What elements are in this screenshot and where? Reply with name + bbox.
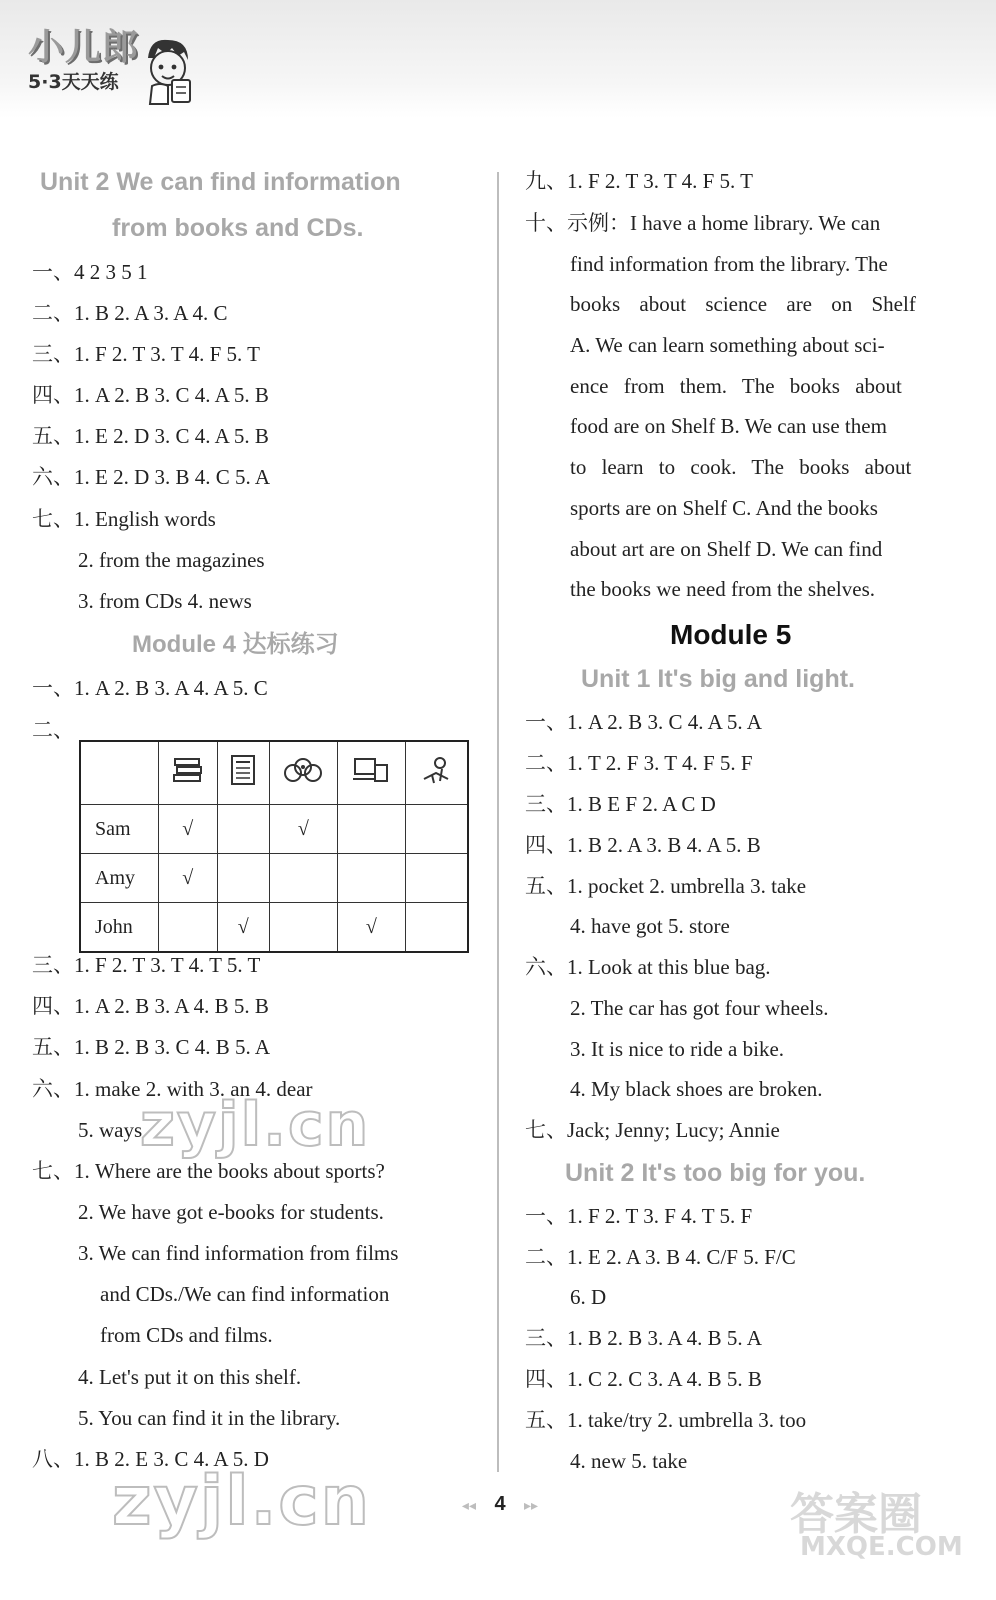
check-cell bbox=[269, 854, 337, 903]
module-title: Module 5 bbox=[670, 619, 792, 650]
watermark: zyjl.cn bbox=[112, 1462, 372, 1541]
column-divider bbox=[497, 172, 499, 1472]
essay-line: books about science are on Shelf bbox=[570, 292, 916, 316]
answer-line: 4. My black shoes are broken. bbox=[570, 1077, 823, 1101]
answer-line: 三、1. F 2. T 3. T 4. F 5. T bbox=[32, 342, 260, 366]
cds-icon bbox=[269, 741, 337, 805]
answer-line: 2. The car has got four wheels. bbox=[570, 996, 829, 1020]
table-row bbox=[80, 903, 468, 953]
unit-title: Unit 2 We can find information bbox=[40, 168, 401, 196]
table-row bbox=[80, 854, 468, 903]
answer-line: 二、1. E 2. A 3. B 4. C/F 5. F/C bbox=[525, 1245, 796, 1269]
answer-line: 三、1. B 2. B 3. A 4. B 5. A bbox=[525, 1326, 762, 1350]
check-cell: √ bbox=[159, 854, 218, 903]
check-cell bbox=[405, 805, 468, 854]
answer-line: 2. We have got e-books for students. bbox=[78, 1200, 384, 1224]
check-cell bbox=[337, 854, 405, 903]
essay-line: find information from the library. The bbox=[570, 252, 888, 276]
check-cell bbox=[217, 805, 269, 854]
check-cell: √ bbox=[217, 903, 269, 953]
essay-line: sports are on Shelf C. And the books bbox=[570, 496, 878, 520]
answer-line: 4. Let's put it on this shelf. bbox=[78, 1365, 302, 1389]
answer-line: 二、1. B 2. A 3. A 4. C bbox=[32, 301, 228, 325]
brand-subtitle: 5·3天天练 bbox=[28, 71, 119, 93]
student-name: John bbox=[80, 903, 159, 953]
essay-line: the books we need from the shelves. bbox=[570, 577, 876, 601]
answer-line: 四、1. A 2. B 3. A 4. B 5. B bbox=[32, 994, 269, 1018]
check-cell bbox=[405, 903, 468, 953]
essay-line: ence from them. The books about bbox=[570, 374, 902, 398]
answer-line: 七、Jack; Jenny; Lucy; Annie bbox=[525, 1118, 780, 1142]
check-cell: √ bbox=[269, 805, 337, 854]
unit-title: Unit 2 It's too big for you. bbox=[565, 1159, 866, 1187]
answer-line: 九、1. F 2. T 3. T 4. F 5. T bbox=[525, 169, 753, 193]
answer-line: 七、1. English words bbox=[32, 507, 216, 531]
answer-line: 五、1. pocket 2. umbrella 3. take bbox=[525, 874, 807, 898]
essay-line: food are on Shelf B. We can use them bbox=[570, 414, 887, 438]
prev-arrows-icon: ◂◂ bbox=[461, 1497, 476, 1513]
books-icon bbox=[159, 741, 218, 805]
page-number: 4 bbox=[494, 1493, 506, 1515]
answer-line: 4. have got 5. store bbox=[570, 914, 730, 938]
student-name: Amy bbox=[80, 854, 159, 903]
check-cell bbox=[159, 903, 218, 953]
answer-line: 5. You can find it in the library. bbox=[78, 1406, 341, 1430]
answer-line: 六、1. Look at this blue bag. bbox=[525, 955, 771, 979]
answer-line: 六、1. E 2. D 3. B 4. C 5. A bbox=[32, 465, 271, 489]
mascot-illustration bbox=[138, 34, 198, 106]
answer-line: 六、1. make 2. with 3. an 4. dear bbox=[32, 1077, 313, 1101]
essay-line: to learn to cook. The books about bbox=[570, 455, 912, 479]
answer-line: 3. It is nice to ride a bike. bbox=[570, 1037, 785, 1061]
watermark-logo: 答案圈 bbox=[790, 1489, 922, 1540]
table-header-row bbox=[80, 741, 468, 805]
answer-line: from CDs and films. bbox=[100, 1323, 273, 1347]
brand-logo: 小儿郎 bbox=[28, 27, 140, 68]
table-row bbox=[80, 805, 468, 854]
answer-line: and CDs./We can find information bbox=[100, 1282, 390, 1306]
unit-title: Unit 1 It's big and light. bbox=[581, 665, 855, 693]
answer-line: 七、1. Where are the books about sports? bbox=[32, 1159, 385, 1183]
essay-line: 十、示例：I have a home library. We can bbox=[525, 211, 881, 235]
check-cell bbox=[269, 903, 337, 953]
unit-title-continued: from books and CDs. bbox=[112, 214, 364, 242]
answer-line: 三、1. B E F 2. A C D bbox=[525, 792, 716, 816]
reading-child-icon bbox=[405, 741, 468, 805]
check-cell bbox=[217, 854, 269, 903]
answer-line: 五、1. take/try 2. umbrella 3. too bbox=[525, 1408, 807, 1432]
brand bbox=[28, 28, 139, 94]
student-name: Sam bbox=[80, 805, 159, 854]
check-cell: √ bbox=[337, 903, 405, 953]
answer-line: 2. from the magazines bbox=[78, 548, 265, 572]
essay-line: about art are on Shelf D. We can find bbox=[570, 537, 883, 561]
answer-line: 一、1. F 2. T 3. F 4. T 5. F bbox=[525, 1204, 753, 1228]
answer-line: 五、1. E 2. D 3. C 4. A 5. B bbox=[32, 424, 269, 448]
check-cell bbox=[337, 805, 405, 854]
answer-line: 一、1. A 2. B 3. C 4. A 5. A bbox=[525, 710, 762, 734]
checklist-table bbox=[79, 740, 469, 953]
page-header bbox=[0, 0, 996, 118]
answer-line: 4. new 5. take bbox=[570, 1449, 688, 1473]
answer-line: 四、1. C 2. C 3. A 4. B 5. B bbox=[525, 1367, 762, 1391]
answer-line: 二、1. T 2. F 3. T 4. F 5. F bbox=[525, 751, 753, 775]
answer-line: 一、4 2 3 5 1 bbox=[32, 260, 148, 284]
answer-line: 四、1. B 2. A 3. B 4. A 5. B bbox=[525, 833, 761, 857]
watermark: zyjl.cn bbox=[140, 1090, 371, 1160]
answer-line: 四、1. A 2. B 3. C 4. A 5. B bbox=[32, 383, 269, 407]
page-number-bar bbox=[420, 1493, 580, 1516]
computer-icon bbox=[337, 741, 405, 805]
answer-line: 八、1. B 2. E 3. C 4. A 5. D bbox=[32, 1447, 269, 1471]
answer-line: 6. D bbox=[570, 1285, 607, 1309]
magazine-icon bbox=[217, 741, 269, 805]
answer-line: 3. We can find information from films bbox=[78, 1241, 399, 1265]
answer-line: 5. ways bbox=[78, 1118, 143, 1142]
answer-line: 3. from CDs 4. news bbox=[78, 589, 252, 613]
answer-line: 五、1. B 2. B 3. C 4. B 5. A bbox=[32, 1035, 271, 1059]
table-corner-cell bbox=[80, 741, 159, 805]
answer-line: 一、1. A 2. B 3. A 4. A 5. C bbox=[32, 676, 268, 700]
answer-line: 二、 bbox=[32, 718, 74, 742]
answer-line: 三、1. F 2. T 3. T 4. T 5. T bbox=[32, 953, 261, 977]
check-cell bbox=[405, 854, 468, 903]
watermark-domain: MXQE.COM bbox=[800, 1532, 963, 1562]
next-arrows-icon: ▸▸ bbox=[524, 1497, 539, 1513]
essay-line: A. We can learn something about sci- bbox=[570, 333, 885, 357]
module-test-title: Module 4 达标练习 bbox=[132, 631, 339, 658]
check-cell: √ bbox=[159, 805, 218, 854]
